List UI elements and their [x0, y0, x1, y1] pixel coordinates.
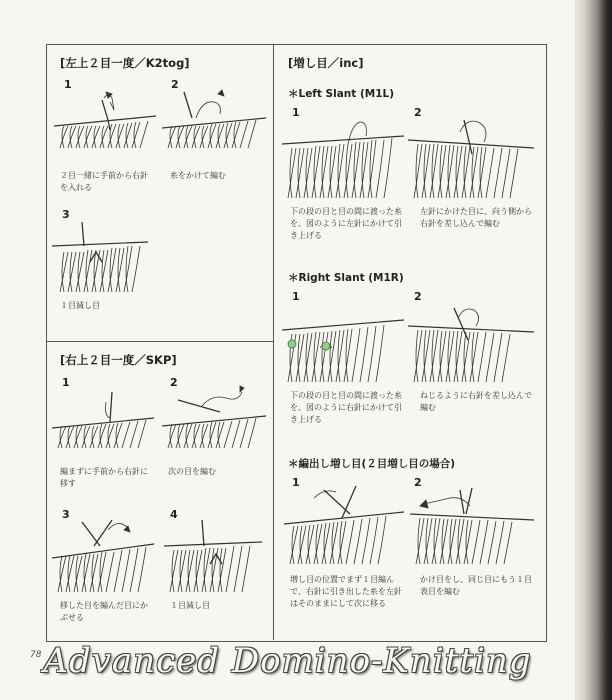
page-number: 78 [30, 650, 42, 660]
knit-out-step-2-number: 2 [414, 476, 422, 489]
k2tog-step-3-number: 3 [62, 208, 70, 221]
skp-step-1-illustration [52, 388, 156, 450]
left-slant-heading: ＊Left Slant (M1L) [288, 88, 394, 100]
left-slant-step-1-illustration [282, 118, 406, 200]
right-slant-step-1-number: 1 [292, 290, 300, 303]
skp-step-2-caption: 次の目を編む [168, 467, 216, 476]
section-divider [46, 341, 273, 342]
left-slant-step-1-caption: 下の段の目と目の間に渡った糸を、図のように左針にかけて引き上げる [290, 207, 402, 240]
right-slant-heading: ＊Right Slant (M1R) [288, 272, 404, 284]
column-divider [273, 44, 274, 640]
watermark-banner: Advanced Domino-Knitting [43, 641, 532, 681]
right-slant-step-2-number: 2 [414, 290, 422, 303]
inc-title: [増し目／inc] [288, 56, 364, 70]
k2tog-step-1-caption: ２目一緒に手前から右針を入れる [60, 171, 148, 192]
skp-step-4-caption: １目減し目 [170, 601, 210, 610]
skp-title: [右上２目一度／SKP] [60, 353, 177, 367]
left-slant-step-2-number: 2 [414, 106, 422, 119]
skp-step-1-caption: 編まずに手前から右針に移す [60, 467, 148, 488]
knit-out-step-2-caption: かけ目をし、同じ目にもう１目表目を編む [420, 575, 532, 596]
k2tog-title: [左上２目一度／K2tog] [60, 56, 190, 70]
skp-step-3-caption: 移した目を編んだ目にかぶせる [60, 601, 148, 622]
k2tog-step-2-caption: 糸をかけて編む [170, 171, 226, 180]
right-slant-step-1-illustration [282, 302, 406, 384]
skp-step-2-illustration [162, 384, 268, 450]
skp-step-3-number: 3 [62, 508, 70, 521]
right-slant-step-1-caption: 下の段の目と目の間に渡った糸を、図のように右針にかけて引き上げる [290, 391, 402, 424]
knit-out-heading: ＊編出し増し目(２目増し目の場合) [288, 458, 456, 470]
knit-out-step-1-number: 1 [292, 476, 300, 489]
knit-out-step-1-caption: 増し目の位置でまず１目編んで、右針に引き出した糸を左針はそのままにして次に移る [290, 575, 402, 608]
left-slant-step-1-number: 1 [292, 106, 300, 119]
k2tog-step-2-number: 2 [171, 78, 179, 91]
k2tog-step-3-caption: １目減し目 [60, 301, 100, 310]
k2tog-step-1-illustration [52, 90, 158, 150]
skp-step-1-number: 1 [62, 376, 70, 389]
book-spine [575, 0, 612, 700]
left-slant-step-2-caption: 左針にかけた目に、向う側から右針を差し込んで編む [420, 207, 532, 228]
skp-step-4-number: 4 [170, 508, 178, 521]
k2tog-step-3-illustration [52, 222, 150, 294]
skp-step-4-illustration [164, 520, 264, 594]
right-slant-step-2-caption: ねじるように右針を差し込んで編む [420, 391, 532, 412]
left-slant-step-2-illustration [408, 118, 536, 200]
right-slant-step-2-illustration [408, 302, 536, 384]
skp-step-3-illustration [52, 516, 156, 594]
knit-out-step-1-illustration [284, 484, 406, 566]
k2tog-step-2-illustration [162, 88, 268, 150]
k2tog-step-1-number: 1 [64, 78, 72, 91]
knit-out-step-2-illustration [410, 484, 536, 566]
skp-step-2-number: 2 [170, 376, 178, 389]
